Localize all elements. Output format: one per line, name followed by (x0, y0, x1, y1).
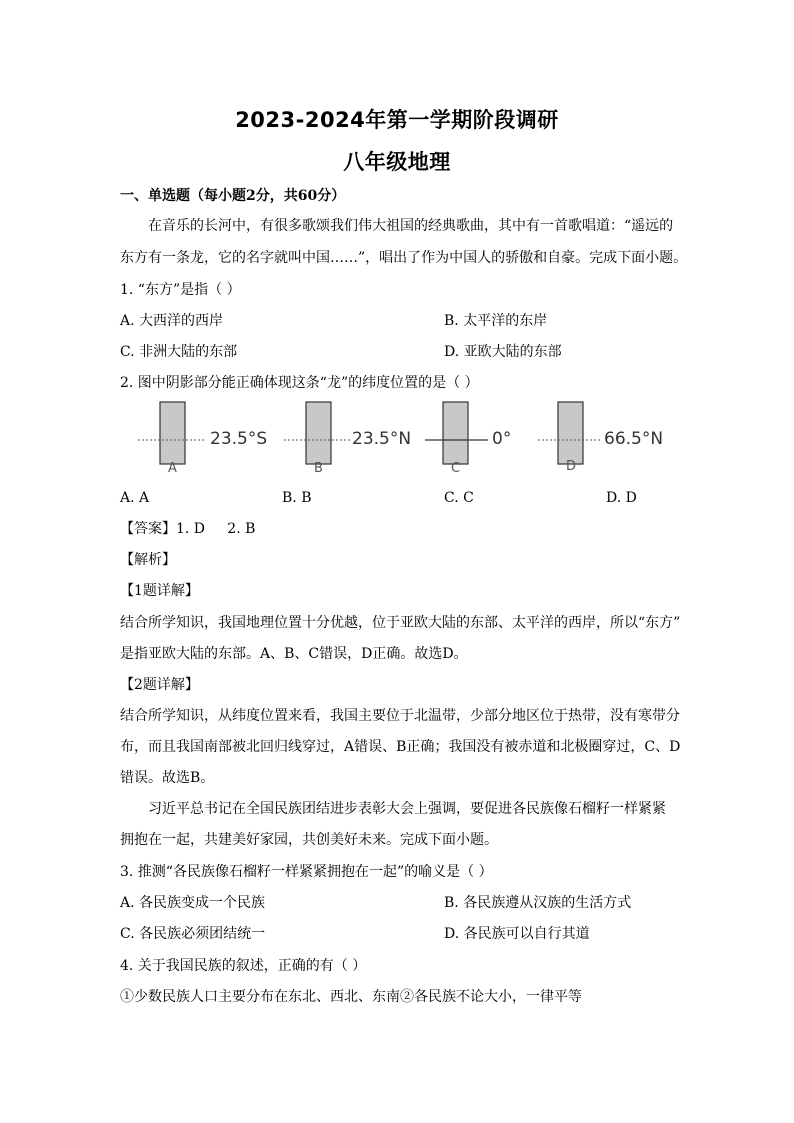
statement-line: ①少数民族人口主要分布在东北、西北、东南②各民族不论大小，一律平等 (120, 989, 582, 1005)
question-stem: 1. “东方”是指（ ） (120, 282, 241, 298)
option-a: A. A (120, 490, 150, 506)
shaded-region (160, 402, 185, 464)
figure-letter: D (566, 459, 577, 474)
shaded-region (306, 402, 331, 464)
figure-letter: C (451, 461, 461, 476)
answer-line: 【答案】1. D 2. B (120, 521, 256, 537)
latitude-label: 23.5°S (210, 429, 268, 449)
option-d: D. 亚欧大陆的东部 (444, 344, 562, 360)
question-stem: 3. 推测“各民族像石榴籽一样紧紧拥抱在一起”的喻义是（ ） (120, 864, 493, 880)
figure-b (284, 402, 350, 464)
analysis-label: 【解析】 (120, 552, 176, 568)
intro-text-line: 东方有一条龙，它的名字就叫中国……”，唱出了作为中国人的骄傲和自豪。完成下面小题。 (120, 250, 688, 266)
latitude-label: 23.5°N (352, 429, 412, 449)
intro-text-line: 在音乐的长河中，有很多歌颂我们伟大祖国的经典歌曲，其中有一首歌唱道：“遥远的 (148, 218, 674, 234)
option-b: B. 太平洋的东岸 (444, 313, 548, 329)
detail-label: 【1题详解】 (120, 583, 199, 599)
option-a: A. 各民族变成一个民族 (120, 895, 266, 911)
figure-letter: A (168, 461, 177, 476)
analysis-text-line: 是指亚欧大陆的东部。A、B、C错误，D正确。故选D。 (120, 646, 468, 662)
figure-a (138, 402, 204, 464)
option-c: C. C (444, 490, 474, 506)
option-a: A. 大西洋的西岸 (120, 313, 224, 329)
analysis-text-line: 结合所学知识，我国地理位置十分优越，位于亚欧大陆的东部、太平洋的西岸，所以“东方” (120, 615, 681, 631)
option-b: B. 各民族遵从汉族的生活方式 (444, 895, 632, 911)
question-stem: 4. 关于我国民族的叙述，正确的有（ ） (120, 958, 367, 974)
figure-letter: B (314, 461, 323, 476)
option-d: D. D (606, 490, 637, 506)
latitude-label: 0° (492, 429, 512, 449)
option-b: B. B (282, 490, 312, 506)
option-c: C. 非洲大陆的东部 (120, 344, 238, 360)
page-title: 2023-2024年第一学期阶段调研 (235, 108, 559, 132)
intro-text-line: 习近平总书记在全国民族团结进步表彰大会上强调，要促进各民族像石榴籽一样紧紧 (148, 801, 666, 817)
option-d: D. 各民族可以自行其道 (444, 926, 590, 942)
figure-c (425, 402, 488, 464)
question-stem: 2. 图中阴影部分能正确体现这条“龙”的纬度位置的是（ ） (120, 375, 479, 391)
analysis-text-line: 结合所学知识，从纬度位置来看，我国主要位于北温带，少部分地区位于热带，没有寒带分 (120, 708, 680, 724)
option-c: C. 各民族必须团结统一 (120, 926, 266, 942)
section-heading: 一、单选题（每小题2分，共60分） (120, 188, 346, 204)
shaded-region (443, 402, 468, 464)
detail-label: 【2题详解】 (120, 677, 199, 693)
intro-text-line: 拥抱在一起，共建美好家园，共创美好未来。完成下面小题。 (120, 832, 498, 848)
page-subtitle: 八年级地理 (343, 150, 451, 174)
analysis-text-line: 错误。故选B。 (120, 770, 215, 786)
analysis-text-line: 布，而且我国南部被北回归线穿过，A错误、B正确；我国没有被赤道和北极圈穿过，C、D (120, 739, 681, 755)
shaded-region (558, 402, 583, 464)
latitude-label: 66.5°N (604, 429, 664, 449)
figure-d (538, 402, 600, 464)
